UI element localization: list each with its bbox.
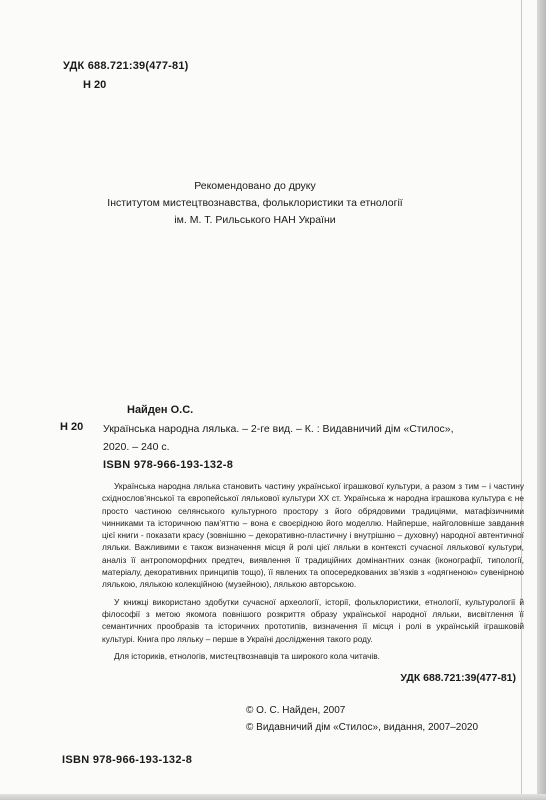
udk-classification-top: УДК 688.721:39(477-81) (63, 60, 189, 72)
annotation-paragraph: Українська народна лялька становить частину української іграшкової культури, а разом з тим – і частину східнослов’янської та європейської лялькової культури ХХ ст. Українська ж народна іграшкова культура є не просто частиною селянського культурного простору з його обрядовими традиціями, матафізичними чинниками та історичною пам’яттю – вона є своєрідною його моделлю. Найперше, найголовніше завдання цієї книги - показати красу (зовнішню – декоративно-пластичну і внутрішню – духовну) народної автентичної ляльки. Важливими є також визначення місця й ролі цієї ляльки в контексті сучасної лялькової культури, аналіз її антропоморфних предтеч, виявлення її традиційних домінантних ознак (іконографії, типології, матеріалу, декоративних принципів тощо), її явлених та опосередкованих зв’язків з «одягненою» сувенірною лялькою, лялькою колекційною (музейною), лялькою авторською. (102, 481, 524, 590)
bibliographic-description-cont: 2020. – 240 с. (103, 441, 170, 453)
annotation-text (102, 480, 524, 662)
page-edge-line (521, 0, 522, 800)
recommendation-line: Рекомендовано до друку (194, 180, 316, 192)
copyright-publisher: © Видавничий дім «Стилос», видання, 2007–2020 (246, 722, 479, 733)
udk-classification-bottom: УДК 688.721:39(477-81) (400, 672, 516, 684)
isbn-bottom: ISBN 978-966-193-132-8 (62, 754, 193, 766)
page-right-edge (537, 0, 546, 800)
isbn: ISBN 978-966-193-132-8 (103, 459, 234, 471)
page-bottom-edge (0, 794, 546, 800)
recommendation-block (80, 178, 430, 229)
annotation-paragraph: Для істориків, етнологів, мистецтвознавців та широкого кола читачів. (114, 650, 380, 661)
bibliographic-description: Українська народна лялька. – 2-ге вид. – К. : Видавничий дім «Стилос», (103, 423, 454, 435)
copyright-block (246, 702, 478, 736)
author-code: Н 20 (60, 421, 84, 433)
annotation-paragraph: У книжці використано здобутки сучасної археології, історії, фольклористики, етнології, культурології й філософії з метою якомога повнішого розкриття образу української народної ляльки, висвітлення її семантичних прообразів та історичних прототипів, визначення її місця і ролі в українській іграшковій культурі. Книга про ляльку – перше в Україні дослідження такого роду. (102, 596, 524, 644)
author-code-top: Н 20 (83, 79, 107, 91)
recommendation-line: ім. М. Т. Рильського НАН України (174, 214, 336, 226)
author-name: Найден О.С. (127, 404, 194, 416)
recommendation-line: Інститутом мистецтвознавства, фольклористики та етнології (107, 197, 403, 209)
copyright-author: © О. С. Найден, 2007 (246, 705, 346, 716)
